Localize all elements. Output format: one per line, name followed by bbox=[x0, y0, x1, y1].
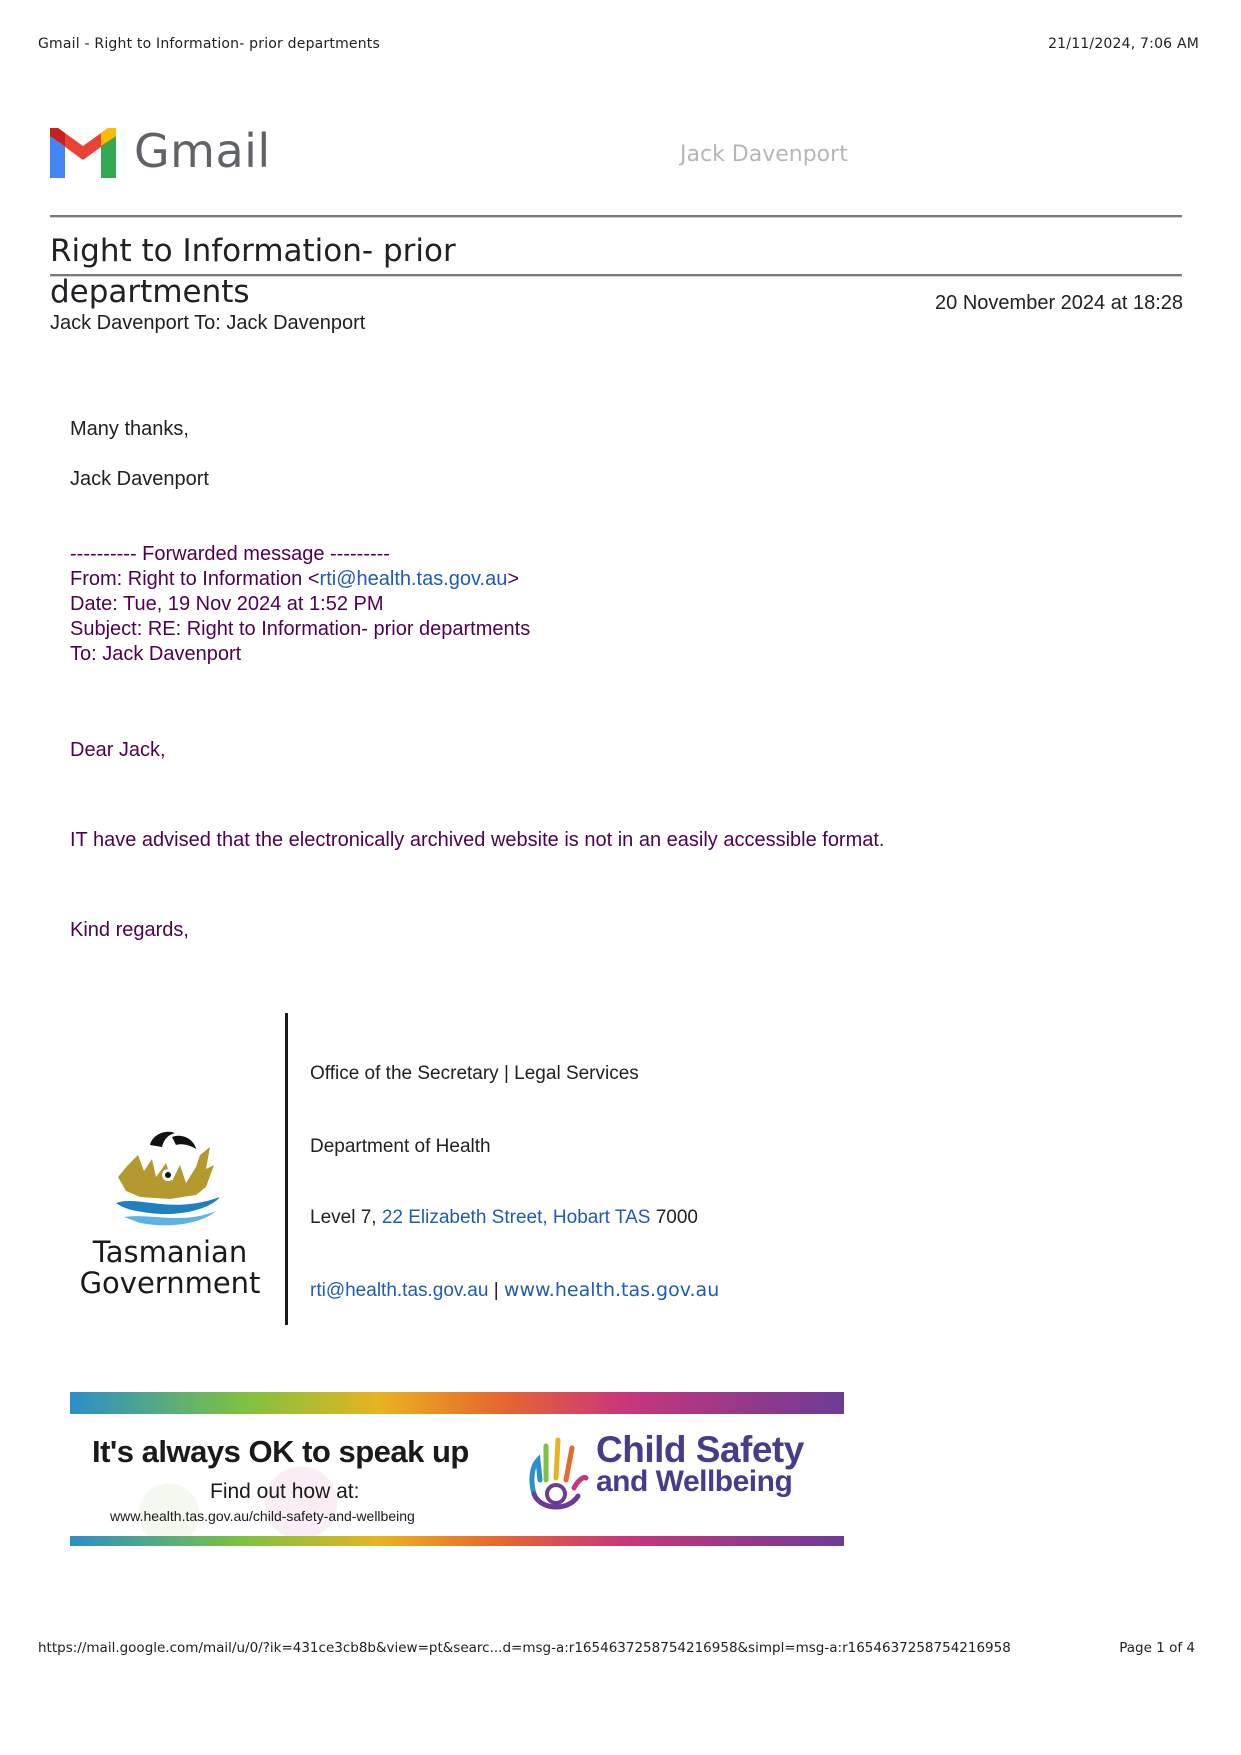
signature-divider bbox=[285, 1013, 288, 1325]
child-safety-banner[interactable] bbox=[70, 1392, 844, 1546]
email-subject-line2: departments bbox=[50, 274, 250, 310]
sig-department: Department of Health bbox=[310, 1136, 491, 1157]
reply-regards: Kind regards, bbox=[70, 919, 189, 941]
banner-subline: Find out how at: bbox=[210, 1480, 360, 1503]
forwarded-date: Date: Tue, 19 Nov 2024 at 1:52 PM bbox=[70, 593, 384, 615]
email-from-to: Jack Davenport To: Jack Davenport bbox=[50, 312, 366, 334]
sig-address-link[interactable]: 22 Elizabeth Street, Hobart TAS bbox=[381, 1207, 651, 1228]
body-thanks: Many thanks, bbox=[70, 418, 189, 440]
forwarded-from bbox=[70, 567, 530, 592]
email-date: 20 November 2024 at 18:28 bbox=[935, 292, 1183, 314]
account-name: Jack Davenport bbox=[680, 142, 848, 167]
sig-website-link[interactable]: www.health.tas.gov.au bbox=[503, 1279, 720, 1301]
forwarded-separator: ---------- Forwarded message --------- bbox=[70, 543, 390, 565]
banner-brand-line2: and Wellbeing bbox=[596, 1465, 793, 1498]
logo-line1: Tasmanian bbox=[92, 1235, 248, 1269]
forwarded-from-email-link[interactable]: rti@health.tas.gov.au bbox=[319, 568, 508, 590]
sig-contacts bbox=[310, 1279, 719, 1302]
header-divider bbox=[50, 215, 1182, 218]
gmail-logo-icon bbox=[50, 128, 116, 178]
forwarded-from-label: From: Right to Information < bbox=[70, 568, 320, 590]
sig-address bbox=[310, 1207, 698, 1229]
sig-separator: | bbox=[488, 1280, 504, 1301]
forwarded-subject: Subject: RE: Right to Information- prior departments bbox=[70, 618, 531, 640]
banner-bottom-stripe bbox=[70, 1536, 844, 1546]
sig-email-link[interactable]: rti@health.tas.gov.au bbox=[310, 1280, 489, 1301]
body-signoff: Jack Davenport bbox=[70, 468, 209, 490]
banner-top-stripe bbox=[70, 1392, 844, 1414]
sig-address-suffix: 7000 bbox=[650, 1207, 698, 1228]
forwarded-block bbox=[70, 542, 530, 667]
email-subject-line1: Right to Information- prior bbox=[50, 233, 456, 269]
sig-address-prefix: Level 7, bbox=[310, 1207, 382, 1228]
logo-line2: Government bbox=[79, 1266, 261, 1300]
print-footer-page: Page 1 of 4 bbox=[1119, 1640, 1195, 1656]
reply-message: IT have advised that the electronically archived website is not in an easily accessible format. bbox=[70, 829, 885, 851]
reply-greeting: Dear Jack, bbox=[70, 739, 166, 761]
banner-url: www.health.tas.gov.au/child-safety-and-wellbeing bbox=[110, 1508, 415, 1524]
sig-office: Office of the Secretary | Legal Services bbox=[310, 1063, 639, 1084]
print-title: Gmail - Right to Information- prior departments bbox=[38, 36, 380, 52]
print-footer-url: https://mail.google.com/mail/u/0/?ik=431ce3cb8b&view=pt&searc...d=msg-a:r1654637258754216958&simpl=msg-a:r1654637258754216958 bbox=[38, 1640, 1011, 1656]
logo-text bbox=[78, 1237, 262, 1299]
child-safety-hand-icon bbox=[526, 1436, 590, 1514]
gmail-wordmark: Gmail bbox=[134, 124, 271, 178]
banner-headline: It's always OK to speak up bbox=[92, 1434, 469, 1469]
tasmanian-government-logo-icon bbox=[110, 1125, 230, 1235]
banner-brand-line1: Child Safety bbox=[596, 1429, 804, 1470]
print-timestamp: 21/11/2024, 7:06 AM bbox=[1048, 36, 1199, 52]
forwarded-to: To: Jack Davenport bbox=[70, 643, 242, 665]
forwarded-from-bracket: > bbox=[507, 568, 520, 590]
